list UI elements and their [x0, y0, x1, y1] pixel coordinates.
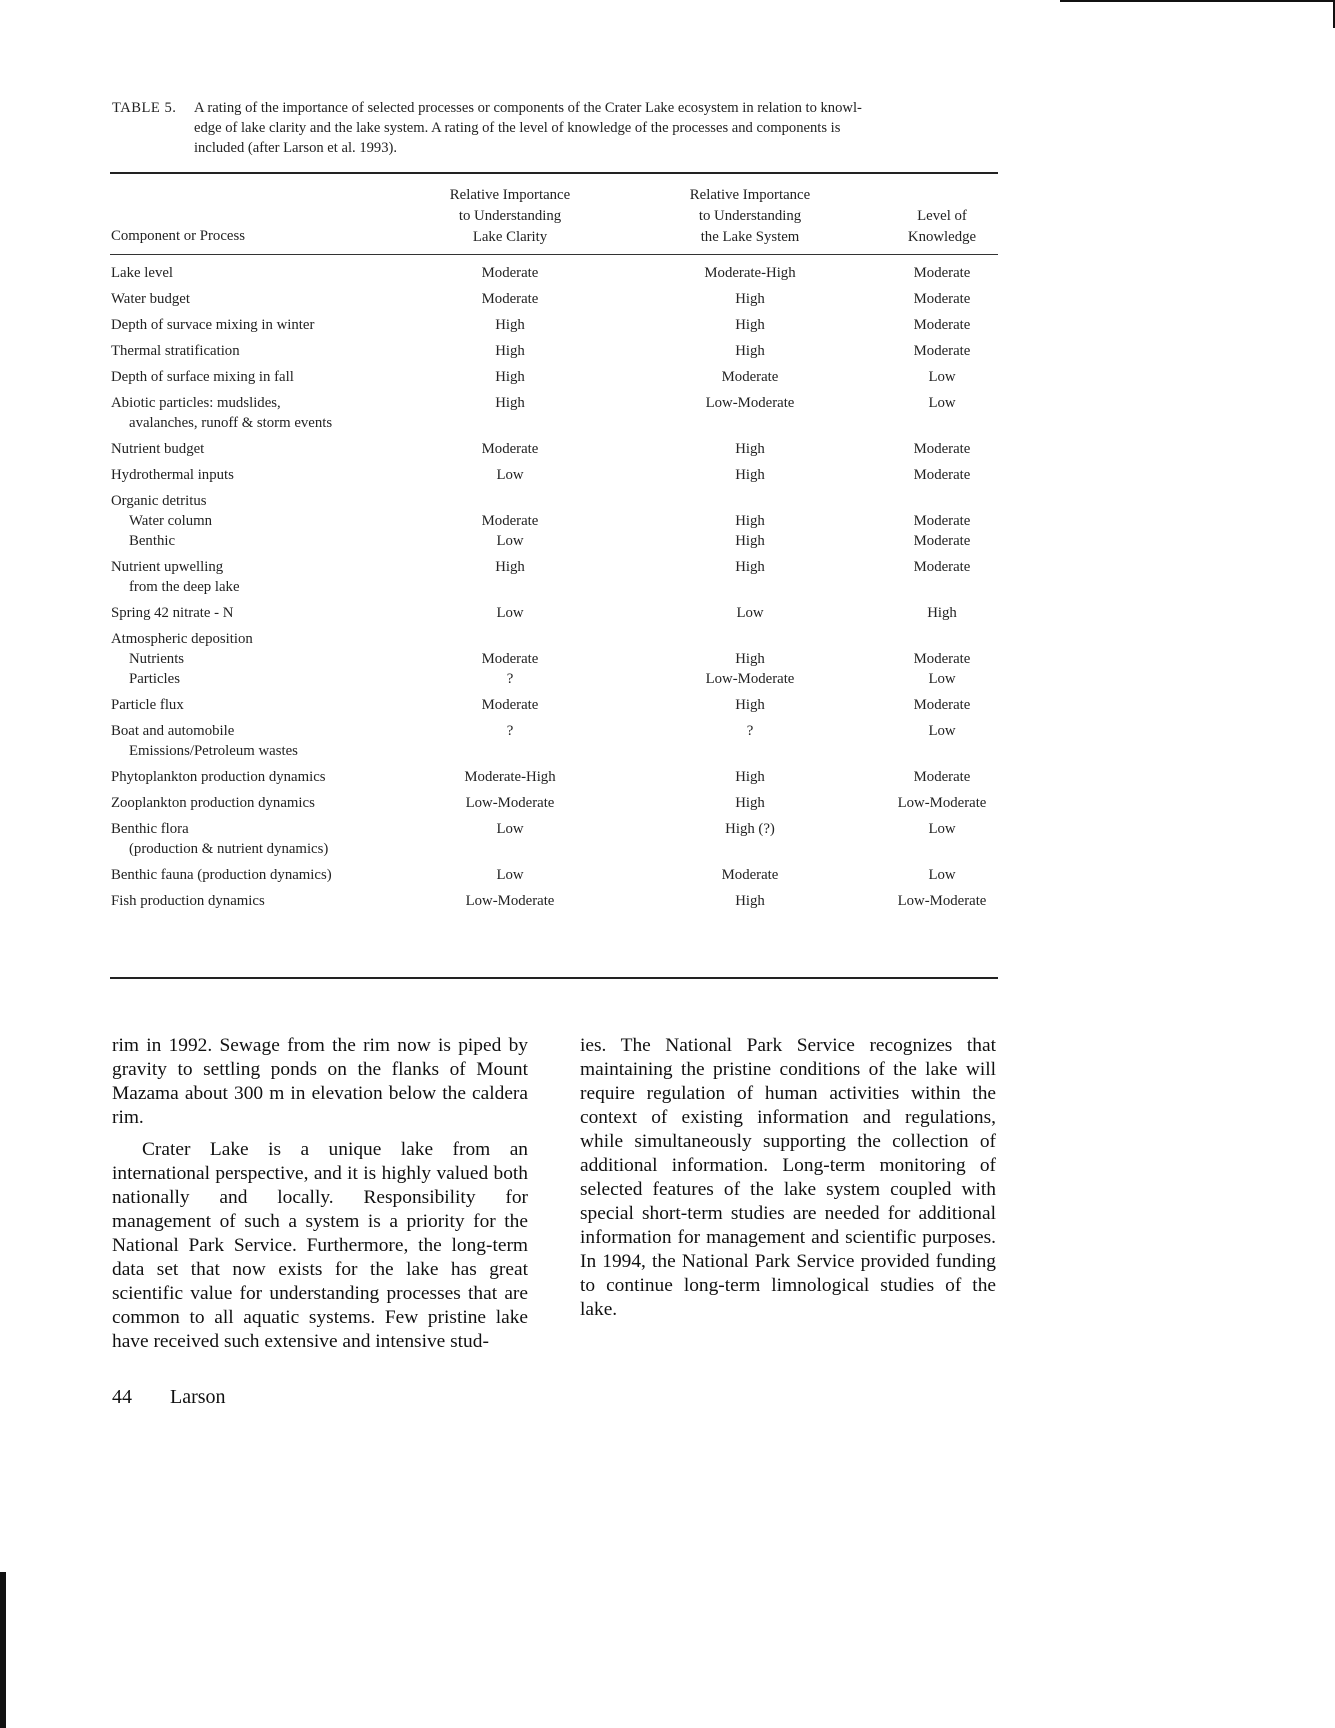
knowledge-cell: [882, 767, 1002, 787]
table-row: [110, 695, 998, 715]
component-cell: [111, 557, 401, 597]
table-header: [110, 174, 998, 254]
clarity-cell: [400, 263, 620, 283]
page-number: 44: [112, 1386, 132, 1408]
table-row: [110, 603, 998, 623]
system-cell: [640, 793, 860, 813]
body-column-right: [580, 1034, 996, 1322]
table-row: [110, 393, 998, 433]
caption-line-3: included (after Larson et al. 1993).: [194, 140, 398, 156]
knowledge-cell-line: Moderate: [913, 343, 971, 359]
component-cell-line: Spring 42 nitrate - N: [111, 605, 234, 621]
system-cell: [640, 629, 860, 689]
system-cell: [640, 341, 860, 361]
table-row: [110, 629, 998, 689]
caption-line-2: edge of lake clarity and the lake system. A rating of the level of knowledge of the processes and components is: [194, 120, 841, 136]
header-knowledge-line: Knowledge: [907, 229, 977, 245]
knowledge-cell: [882, 865, 1002, 885]
component-cell-line: Hydrothermal inputs: [111, 467, 234, 483]
table-caption: [112, 98, 998, 158]
clarity-cell: [400, 767, 620, 787]
clarity-cell-line: Low: [496, 467, 524, 483]
running-author: Larson: [170, 1386, 226, 1408]
knowledge-cell: [882, 289, 1002, 309]
knowledge-cell-line: Moderate: [913, 513, 971, 529]
system-cell: [640, 263, 860, 283]
knowledge-cell-line: Moderate: [913, 533, 971, 549]
clarity-cell-line: Moderate: [481, 697, 539, 713]
header-knowledge-line: Level of: [917, 208, 967, 224]
system-cell: [640, 393, 860, 413]
clarity-cell-line: Low: [496, 821, 524, 837]
table-row: [110, 341, 998, 361]
clarity-cell-line: Moderate: [481, 291, 539, 307]
system-cell: [640, 557, 860, 577]
component-cell: [111, 721, 401, 761]
paragraph: rim in 1992. Sewage from the rim now is piped by gravity to settling ponds on the flanks of Mount Mazama about 300 m in elevation below the caldera rim.: [112, 1035, 528, 1128]
header-clarity: [400, 185, 620, 248]
component-cell: [111, 289, 401, 309]
system-cell-line: Low-Moderate: [705, 671, 795, 687]
system-cell: [640, 289, 860, 309]
system-cell: [640, 439, 860, 459]
knowledge-cell-line: Moderate: [913, 467, 971, 483]
system-cell: [640, 465, 860, 485]
system-cell-line: High: [735, 795, 765, 811]
clarity-cell-line: Moderate: [481, 265, 539, 281]
table-bottom-rule: [110, 977, 998, 979]
scan-edge-top: [1060, 0, 1335, 2]
clarity-cell: [400, 465, 620, 485]
knowledge-cell-line: High: [927, 605, 957, 621]
clarity-cell: [400, 629, 620, 689]
component-cell: [111, 629, 401, 689]
clarity-cell: [400, 367, 620, 387]
caption-line-1: A rating of the importance of selected processes or components of the Crater Lake ecosystem in relation to knowl-: [194, 100, 862, 116]
knowledge-cell: [882, 793, 1002, 813]
component-cell-line: Phytoplankton production dynamics: [111, 769, 326, 785]
component-cell: [111, 263, 401, 283]
component-cell-line: Depth of survace mixing in winter: [111, 317, 315, 333]
component-cell-line: Emissions/Petroleum wastes: [129, 743, 298, 759]
system-cell-line: Moderate-High: [704, 265, 796, 281]
clarity-cell-line: ?: [506, 723, 514, 739]
component-cell: [111, 891, 401, 911]
clarity-cell: [400, 603, 620, 623]
knowledge-cell-line: Low: [928, 821, 956, 837]
knowledge-cell: [882, 891, 1002, 911]
system-cell-line: High: [735, 513, 765, 529]
component-cell-line: Benthic flora: [111, 821, 189, 837]
knowledge-cell: [882, 603, 1002, 623]
system-cell-line: ?: [746, 723, 754, 739]
table-row: [110, 263, 998, 283]
table-row: [110, 865, 998, 885]
knowledge-cell: [882, 263, 1002, 283]
system-cell-line: High: [735, 769, 765, 785]
clarity-cell-line: Low: [496, 533, 524, 549]
table-row: [110, 557, 998, 597]
component-cell-line: Nutrient upwelling: [111, 559, 224, 575]
system-cell-line: Moderate: [721, 369, 779, 385]
component-cell: [111, 695, 401, 715]
knowledge-cell: [882, 315, 1002, 335]
component-cell-line: Organic detritus: [111, 493, 207, 509]
knowledge-cell: [882, 557, 1002, 577]
header-system-line: to Understanding: [698, 208, 802, 224]
system-cell: [640, 315, 860, 335]
knowledge-cell-line: Low-Moderate: [897, 893, 987, 909]
table-row: [110, 793, 998, 813]
component-cell: [111, 767, 401, 787]
knowledge-cell: [882, 629, 1002, 689]
data-table: [110, 172, 998, 979]
knowledge-cell-line: [882, 629, 1002, 649]
system-cell-line: High: [735, 697, 765, 713]
knowledge-cell-line: Low: [928, 395, 956, 411]
component-cell-line: Depth of surface mixing in fall: [111, 369, 294, 385]
table-row: [110, 439, 998, 459]
clarity-cell-line: High: [495, 317, 525, 333]
system-cell-line: High: [735, 533, 765, 549]
clarity-cell: [400, 891, 620, 911]
component-cell: [111, 819, 401, 859]
component-cell-line: Lake level: [111, 265, 174, 281]
table-row: [110, 891, 998, 911]
clarity-cell: [400, 439, 620, 459]
clarity-cell: [400, 865, 620, 885]
component-cell-line: (production & nutrient dynamics): [129, 841, 329, 857]
component-cell: [111, 491, 401, 551]
system-cell: [640, 819, 860, 839]
header-component: Component or Process: [111, 228, 245, 244]
component-cell-line: from the deep lake: [129, 579, 240, 595]
component-cell-line: Zooplankton production dynamics: [111, 795, 315, 811]
clarity-cell: [400, 315, 620, 335]
clarity-cell-line: [400, 629, 620, 649]
component-cell-line: Thermal stratification: [111, 343, 240, 359]
system-cell: [640, 721, 860, 741]
component-cell-line: Particles: [129, 671, 180, 687]
knowledge-cell-line: Moderate: [913, 265, 971, 281]
component-cell: [111, 865, 401, 885]
knowledge-cell-line: Moderate: [913, 769, 971, 785]
system-cell: [640, 767, 860, 787]
component-cell: [111, 393, 401, 433]
component-cell-line: Nutrient budget: [111, 441, 205, 457]
header-system-line: Relative Importance: [689, 187, 811, 203]
system-cell-line: High: [735, 343, 765, 359]
system-cell: [640, 865, 860, 885]
system-cell-line: High: [735, 893, 765, 909]
component-cell: [111, 793, 401, 813]
component-cell-line: Benthic fauna (production dynamics): [111, 867, 332, 883]
table-body: [110, 255, 998, 977]
paragraph: ies. The National Park Service recognizes that maintaining the pristine conditions of the lake will require regulation of human activities within the context of existing information and regulations, while simultaneously supporting the collection of additional information. Long-term monitoring of selected features of the lake system coupled with special short-term studies are needed for additional information for management and scientific purposes. In 1994, the National Park Service provided funding to continue long-term limnological studies of the lake.: [580, 1035, 996, 1320]
component-cell-line: Water budget: [111, 291, 190, 307]
system-cell-line: High: [735, 291, 765, 307]
clarity-cell: [400, 819, 620, 839]
system-cell-line: High: [735, 317, 765, 333]
system-cell-line: [640, 629, 860, 649]
header-clarity-line: Lake Clarity: [472, 229, 548, 245]
clarity-cell: [400, 557, 620, 577]
knowledge-cell-line: Low: [928, 867, 956, 883]
clarity-cell-line: [400, 491, 620, 511]
component-cell-line: Benthic: [129, 533, 176, 549]
knowledge-cell-line: Low: [928, 369, 956, 385]
clarity-cell: [400, 793, 620, 813]
component-cell-line: Atmospheric deposition: [111, 631, 253, 647]
knowledge-cell: [882, 439, 1002, 459]
knowledge-cell-line: Moderate: [913, 291, 971, 307]
clarity-cell-line: Moderate: [481, 651, 539, 667]
table-row: [110, 315, 998, 335]
knowledge-cell: [882, 695, 1002, 715]
component-cell: [111, 367, 401, 387]
table-row: [110, 491, 998, 551]
table-row: [110, 367, 998, 387]
table-row: [110, 819, 998, 859]
clarity-cell-line: Moderate: [481, 513, 539, 529]
clarity-cell-line: High: [495, 369, 525, 385]
clarity-cell: [400, 721, 620, 741]
component-cell: [111, 465, 401, 485]
knowledge-cell: [882, 491, 1002, 551]
clarity-cell-line: High: [495, 395, 525, 411]
header-knowledge: [882, 206, 1002, 248]
system-cell-line: [640, 491, 860, 511]
component-cell-line: avalanches, runoff & storm events: [129, 415, 333, 431]
system-cell-line: High: [735, 467, 765, 483]
system-cell: [640, 603, 860, 623]
clarity-cell-line: Low: [496, 605, 524, 621]
component-cell: [111, 603, 401, 623]
clarity-cell-line: ?: [506, 671, 514, 687]
component-cell: [111, 439, 401, 459]
header-system-line: the Lake System: [700, 229, 800, 245]
component-cell-line: Particle flux: [111, 697, 184, 713]
system-cell-line: High: [735, 441, 765, 457]
page-footer: [112, 1386, 226, 1409]
body-column-left: [112, 1034, 528, 1354]
knowledge-cell: [882, 819, 1002, 839]
header-clarity-line: Relative Importance: [449, 187, 571, 203]
system-cell-line: Moderate: [721, 867, 779, 883]
caption-label: TABLE 5.: [112, 100, 177, 116]
component-cell: [111, 341, 401, 361]
clarity-cell-line: Low-Moderate: [465, 893, 555, 909]
clarity-cell: [400, 695, 620, 715]
header-system: [640, 185, 860, 248]
knowledge-cell-line: Moderate: [913, 697, 971, 713]
clarity-cell-line: High: [495, 559, 525, 575]
system-cell-line: High: [735, 559, 765, 575]
system-cell-line: Low-Moderate: [705, 395, 795, 411]
clarity-cell: [400, 393, 620, 413]
system-cell-line: Low: [736, 605, 764, 621]
system-cell-line: High (?): [725, 821, 775, 837]
clarity-cell-line: Moderate-High: [464, 769, 556, 785]
header-clarity-line: to Understanding: [458, 208, 562, 224]
table-row: [110, 721, 998, 761]
component-cell-line: Water column: [129, 513, 213, 529]
component-cell-line: Nutrients: [129, 651, 185, 667]
clarity-cell: [400, 341, 620, 361]
knowledge-cell-line: Low: [928, 671, 956, 687]
clarity-cell: [400, 491, 620, 551]
knowledge-cell-line: Moderate: [913, 317, 971, 333]
knowledge-cell-line: Low: [928, 723, 956, 739]
knowledge-cell-line: [882, 491, 1002, 511]
system-cell: [640, 891, 860, 911]
system-cell-line: High: [735, 651, 765, 667]
table-row: [110, 767, 998, 787]
knowledge-cell-line: Moderate: [913, 651, 971, 667]
knowledge-cell: [882, 393, 1002, 413]
knowledge-cell: [882, 367, 1002, 387]
system-cell: [640, 491, 860, 551]
system-cell: [640, 367, 860, 387]
table-row: [110, 465, 998, 485]
knowledge-cell: [882, 721, 1002, 741]
knowledge-cell-line: Moderate: [913, 441, 971, 457]
scan-edge-left: [0, 1572, 6, 1728]
system-cell: [640, 695, 860, 715]
component-cell-line: Boat and automobile: [111, 723, 235, 739]
clarity-cell-line: Low-Moderate: [465, 795, 555, 811]
table-row: [110, 289, 998, 309]
knowledge-cell: [882, 341, 1002, 361]
knowledge-cell: [882, 465, 1002, 485]
knowledge-cell-line: Moderate: [913, 559, 971, 575]
clarity-cell-line: High: [495, 343, 525, 359]
clarity-cell-line: Moderate: [481, 441, 539, 457]
paragraph: Crater Lake is a unique lake from an international perspective, and it is highly valued both nationally and locally. Responsibility for management of such a system is a priority for the National Park Service. Furthermore, the long-term data set that now exists for the lake has great scientific value for understanding processes that are common to all aquatic systems. Few pristine lake have received such extensive and intensive stud-: [112, 1139, 528, 1352]
clarity-cell: [400, 289, 620, 309]
knowledge-cell-line: Low-Moderate: [897, 795, 987, 811]
component-cell-line: Abiotic particles: mudslides,: [111, 395, 281, 411]
clarity-cell-line: Low: [496, 867, 524, 883]
component-cell-line: Fish production dynamics: [111, 893, 265, 909]
component-cell: [111, 315, 401, 335]
